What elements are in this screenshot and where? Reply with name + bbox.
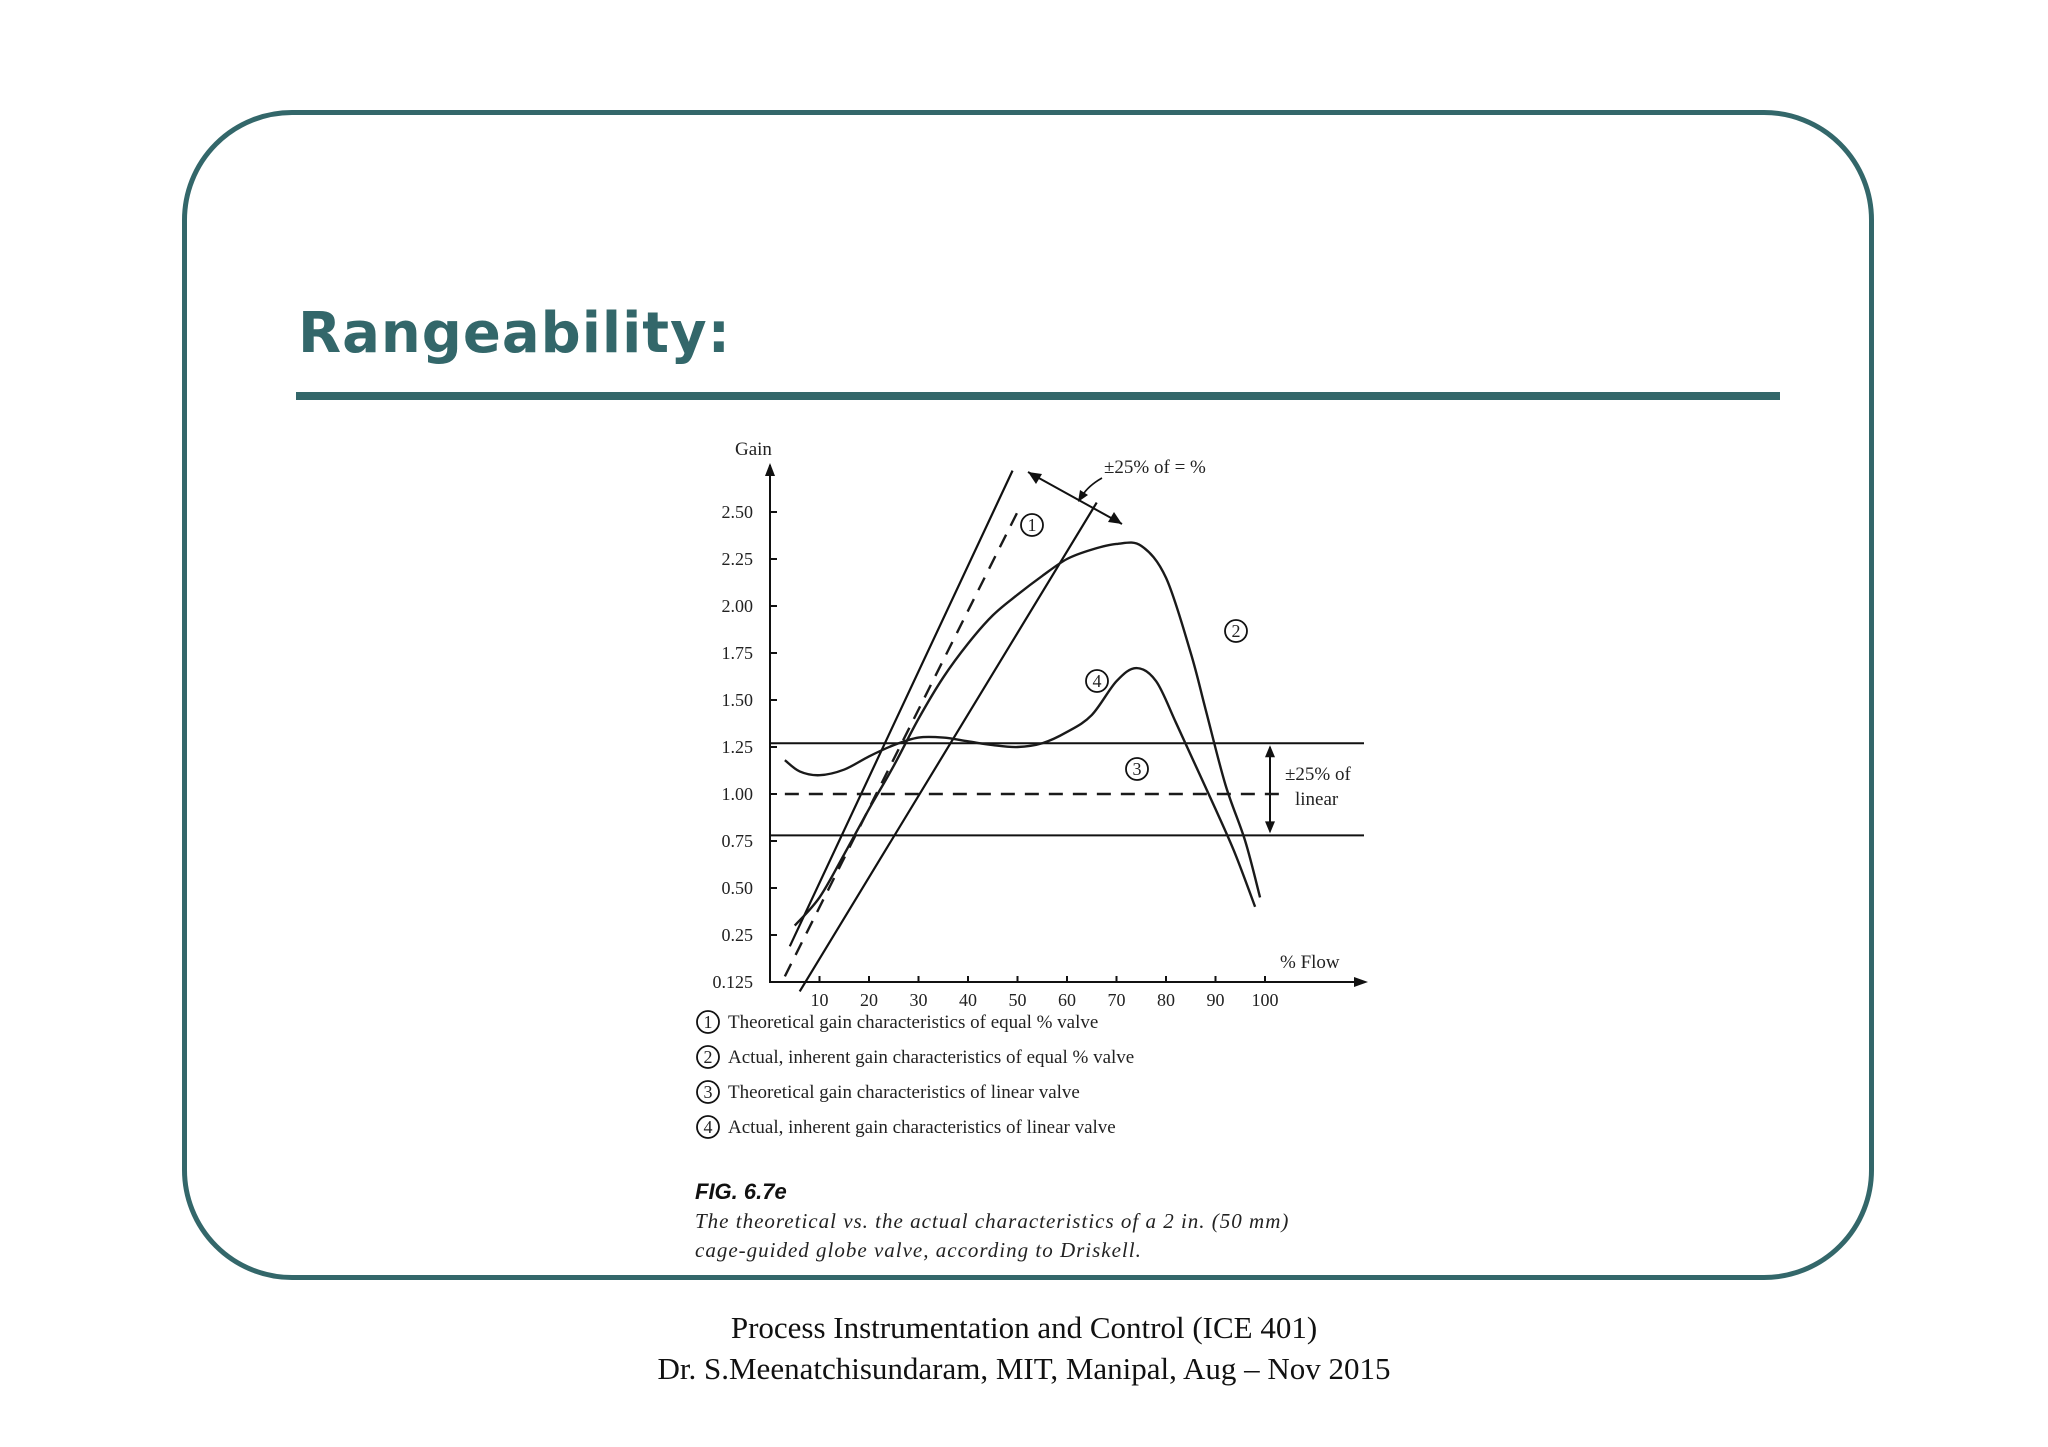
figure-caption-line1: The theoretical vs. the actual characteristics of a 2 in. (50 mm) xyxy=(695,1209,1290,1233)
annotation-leader-head xyxy=(1078,490,1088,502)
series-marker-label: 2 xyxy=(1231,621,1241,641)
arrowhead-up xyxy=(1265,745,1275,757)
linear-band-annotation-line1: ±25% of xyxy=(1285,764,1351,785)
x-tick-label: 60 xyxy=(1058,990,1076,1010)
equal-percent-band-line xyxy=(800,503,1097,992)
x-axis-arrow xyxy=(1354,977,1368,987)
y-tick-label: 2.50 xyxy=(721,502,753,522)
x-tick-label: 40 xyxy=(959,990,977,1010)
equal-percent-band-arrow xyxy=(1028,472,1122,524)
footer-author: Dr. S.Meenatchisundaram, MIT, Manipal, Aug – Nov 2015 xyxy=(657,1350,1391,1386)
footer-course: Process Instrumentation and Control (ICE 401) xyxy=(730,1310,1318,1345)
y-axis-label: Gain xyxy=(735,439,772,460)
y-tick-label: 0.50 xyxy=(721,878,753,898)
x-axis-label: % Flow xyxy=(1280,952,1340,973)
chart-axes xyxy=(713,463,1369,1010)
legend-marker-label: 4 xyxy=(703,1117,713,1137)
slide-footer xyxy=(0,1308,2048,1390)
series-line-4 xyxy=(785,668,1255,907)
y-tick-label: 0.125 xyxy=(712,972,753,992)
y-tick-label: 1.50 xyxy=(721,690,753,710)
equal-percent-band-line xyxy=(790,471,1013,947)
y-tick-label: 1.00 xyxy=(721,784,753,804)
linear-band-annotation-line2: linear xyxy=(1295,789,1339,810)
slide-title: Rangeability: xyxy=(298,301,731,366)
series-marker-label: 4 xyxy=(1092,671,1102,691)
legend-item-text: Actual, inherent gain characteristics of linear valve xyxy=(728,1117,1116,1138)
legend-item-text: Theoretical gain characteristics of equal % valve xyxy=(728,1012,1099,1033)
y-axis-arrow xyxy=(765,463,775,476)
x-tick-label: 10 xyxy=(810,990,829,1010)
y-tick-label: 2.00 xyxy=(721,596,753,616)
gain-chart xyxy=(680,430,1400,1280)
legend-item-text: Theoretical gain characteristics of linear valve xyxy=(728,1082,1080,1103)
legend-item-text: Actual, inherent gain characteristics of equal % valve xyxy=(728,1047,1135,1068)
y-tick-label: 1.25 xyxy=(721,737,753,757)
series-line-2 xyxy=(795,543,1260,926)
x-tick-label: 100 xyxy=(1251,990,1279,1010)
series-marker-label: 3 xyxy=(1132,759,1142,779)
equal-percent-band-annotation: ±25% of = % xyxy=(1104,457,1206,478)
figure-label: FIG. 6.7e xyxy=(695,1179,787,1204)
legend-marker-label: 3 xyxy=(703,1082,713,1102)
x-tick-label: 50 xyxy=(1008,990,1027,1010)
legend-marker-label: 2 xyxy=(703,1047,713,1067)
y-tick-label: 0.25 xyxy=(721,925,753,945)
x-tick-label: 20 xyxy=(860,990,878,1010)
x-tick-label: 80 xyxy=(1157,990,1175,1010)
chart-legend xyxy=(697,1011,1134,1138)
y-tick-label: 1.75 xyxy=(721,643,753,663)
x-tick-label: 30 xyxy=(909,990,928,1010)
figure-caption-line2: cage-guided globe valve, according to Driskell. xyxy=(695,1238,1142,1262)
y-tick-label: 0.75 xyxy=(721,831,753,851)
legend-marker-label: 1 xyxy=(703,1012,713,1032)
y-tick-label: 2.25 xyxy=(721,549,753,569)
x-tick-label: 70 xyxy=(1107,990,1126,1010)
x-tick-label: 90 xyxy=(1206,990,1225,1010)
title-underline xyxy=(296,392,1780,400)
arrowhead-down xyxy=(1265,821,1275,833)
series-marker-label: 1 xyxy=(1027,515,1037,535)
